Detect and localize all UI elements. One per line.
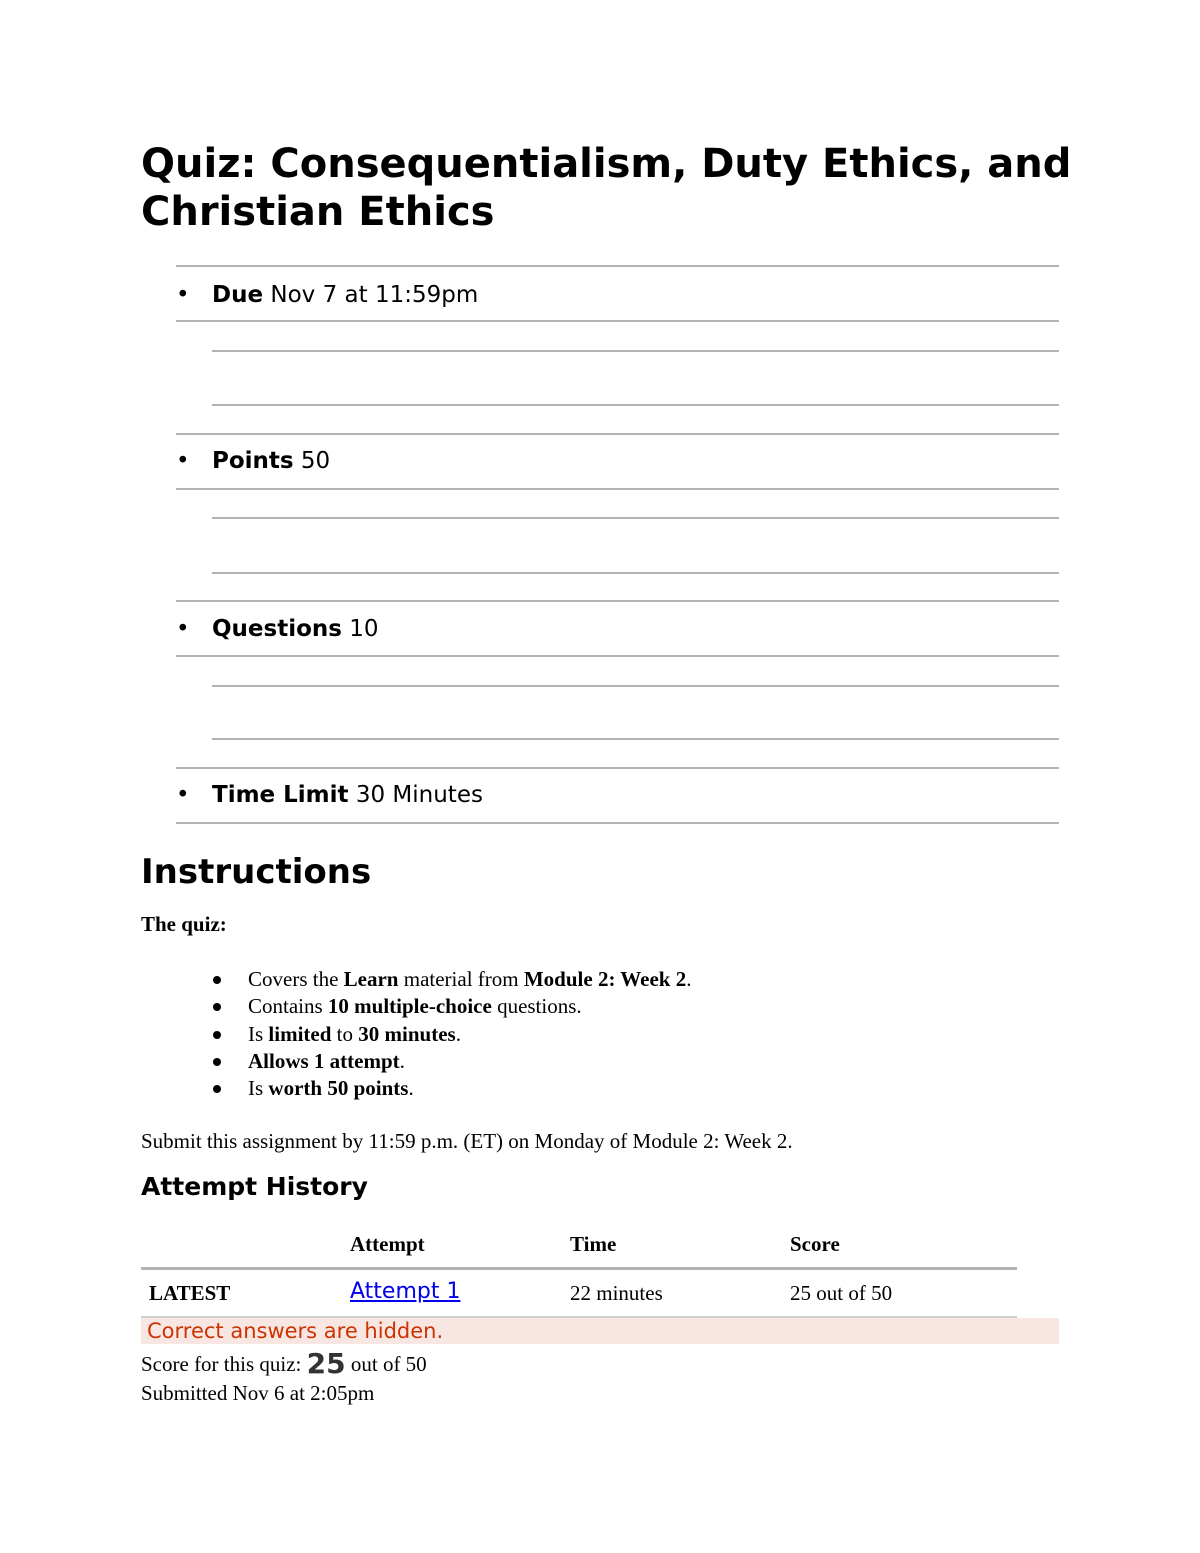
- instructions-intro: The quiz:: [141, 912, 227, 936]
- divider: [176, 433, 1059, 435]
- instructions-heading: Instructions: [141, 852, 372, 892]
- table-header-divider: [141, 1267, 1017, 1270]
- bullet-icon: [213, 1058, 221, 1066]
- bullet-icon: [213, 976, 221, 984]
- divider: [176, 600, 1059, 602]
- bullet-icon: [213, 1085, 221, 1093]
- bullet-icon: [213, 1031, 221, 1039]
- detail-label: Questions: [212, 616, 342, 642]
- column-header-score: Score: [790, 1232, 840, 1256]
- list-item: Is worth 50 points.: [210, 1075, 691, 1102]
- list-item: Is limited to 30 minutes.: [210, 1021, 691, 1048]
- divider: [212, 572, 1059, 574]
- bullet-icon: •: [176, 282, 190, 308]
- divider: [176, 655, 1059, 657]
- latest-badge: LATEST: [149, 1281, 231, 1305]
- bullet-icon: [213, 1003, 221, 1011]
- detail-value: 50: [300, 448, 331, 474]
- divider: [212, 350, 1059, 352]
- list-item: Covers the Learn material from Module 2: Week 2.: [210, 966, 691, 993]
- column-header-time: Time: [570, 1232, 617, 1256]
- attempt-1-link[interactable]: Attempt 1: [350, 1279, 461, 1304]
- list-item: Allows 1 attempt.: [210, 1048, 691, 1075]
- detail-label: Due: [212, 282, 264, 308]
- detail-label: Time Limit: [212, 782, 349, 808]
- divider: [212, 685, 1059, 687]
- bullet-icon: •: [176, 616, 190, 642]
- divider: [176, 265, 1059, 267]
- divider: [212, 517, 1059, 519]
- divider: [212, 404, 1059, 406]
- column-header-attempt: Attempt: [350, 1232, 425, 1256]
- bullet-icon: •: [176, 782, 190, 808]
- divider: [176, 488, 1059, 490]
- score-prefix: Score for this quiz:: [141, 1352, 307, 1376]
- score-summary: [141, 1348, 427, 1380]
- attempt-link-cell: [350, 1278, 460, 1305]
- score-value: 25: [306, 1347, 346, 1380]
- submit-note: Submit this assignment by 11:59 p.m. (ET) on Monday of Module 2: Week 2.: [141, 1129, 793, 1153]
- banner-text: Correct answers are hidden.: [147, 1319, 444, 1343]
- instructions-list: [210, 966, 691, 1102]
- submitted-timestamp: Submitted Nov 6 at 2:05pm: [141, 1381, 375, 1405]
- detail-label: Points: [212, 448, 294, 474]
- list-item: Contains 10 multiple-choice questions.: [210, 993, 691, 1020]
- attempt-time: 22 minutes: [570, 1281, 663, 1305]
- divider: [176, 320, 1059, 322]
- answers-hidden-banner: [141, 1318, 1059, 1344]
- detail-value: 30 Minutes: [355, 782, 483, 808]
- attempt-history-heading: Attempt History: [141, 1172, 368, 1201]
- detail-value: Nov 7 at 11:59pm: [270, 282, 479, 308]
- divider: [176, 822, 1059, 824]
- divider: [176, 767, 1059, 769]
- page-title: Quiz: Consequentialism, Duty Ethics, and Christian Ethics: [141, 141, 1072, 235]
- detail-value: 10: [349, 616, 379, 642]
- bullet-icon: •: [176, 448, 190, 474]
- attempt-score: 25 out of 50: [790, 1281, 893, 1305]
- divider: [212, 738, 1059, 740]
- score-suffix: out of 50: [345, 1352, 427, 1376]
